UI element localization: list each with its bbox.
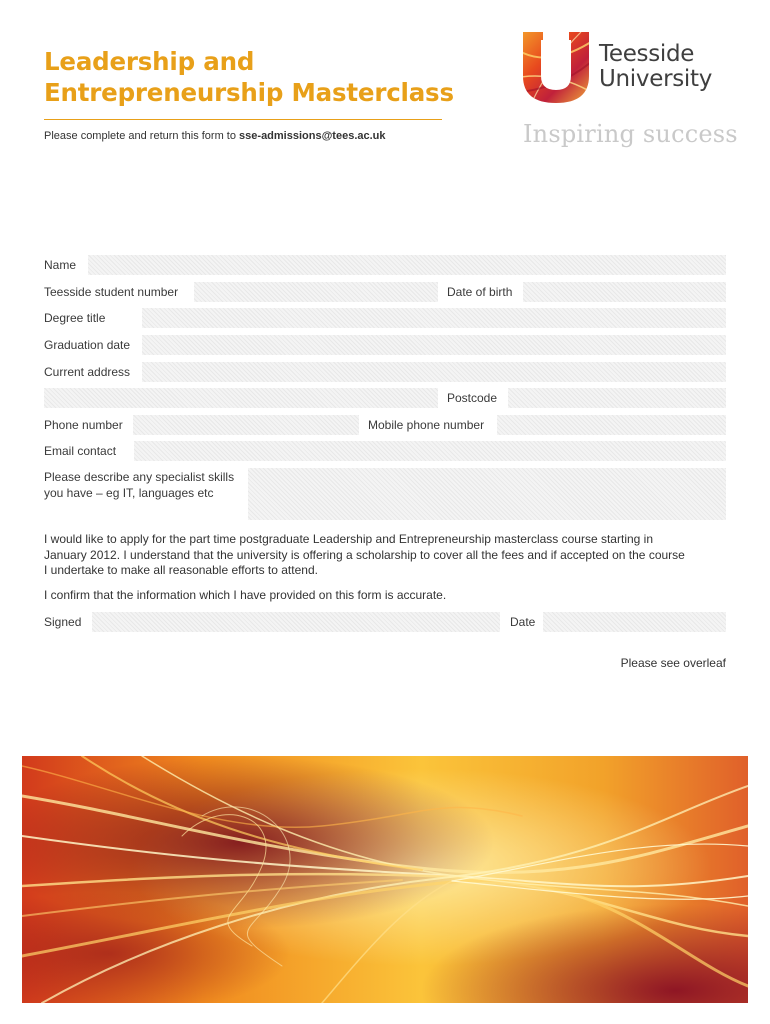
signature-row [44, 612, 726, 632]
university-name-line2: University [599, 66, 713, 92]
student-number-row [44, 282, 726, 302]
graduation-label: Graduation date [44, 338, 131, 352]
degree-label: Degree title [44, 311, 106, 325]
email-label: Email contact [44, 444, 117, 458]
mobile-label: Mobile phone number [368, 418, 485, 432]
dob-label: Date of birth [447, 285, 513, 299]
student-number-label: Teesside student number [44, 285, 179, 299]
signature-field[interactable] [92, 612, 500, 632]
light-trails-image [22, 756, 748, 1003]
postcode-field[interactable] [508, 388, 726, 408]
light-trails-banner [22, 756, 748, 1003]
university-name-line1: Teesside [599, 41, 695, 67]
form-title-line1: Leadership and [44, 47, 255, 76]
u-flame-logo-icon [521, 32, 591, 104]
skills-label-line1: Please describe any specialist skills [44, 470, 235, 484]
name-label: Name [44, 258, 77, 272]
address-label: Current address [44, 365, 131, 379]
university-name [599, 42, 712, 92]
application-statement-line1: I would like to apply for the part time postgraduate Leadership and Entrepreneurship masterclass course starting in [44, 532, 653, 546]
date-field[interactable] [543, 612, 726, 632]
phone-label: Phone number [44, 418, 123, 432]
see-overleaf-note: Please see overleaf [620, 656, 726, 670]
signed-label: Signed [44, 615, 82, 629]
graduation-row [44, 335, 726, 355]
skills-label [44, 470, 234, 501]
phone-field[interactable] [133, 415, 359, 435]
student-number-field[interactable] [194, 282, 438, 302]
graduation-field[interactable] [142, 335, 726, 355]
name-row [44, 255, 726, 275]
form-title [44, 46, 464, 108]
postcode-label: Postcode [447, 391, 498, 405]
tagline: Inspiring success [523, 120, 738, 148]
address-field-line2[interactable] [44, 388, 438, 408]
name-field[interactable] [88, 255, 726, 275]
confirmation-statement: I confirm that the information which I have provided on this form is accurate. [44, 588, 447, 602]
skills-field[interactable] [248, 468, 726, 520]
form-title-line2: Entrepreneurship Masterclass [44, 78, 454, 107]
mobile-field[interactable] [497, 415, 726, 435]
instruction-text: Please complete and return this form to [44, 130, 240, 142]
degree-field[interactable] [142, 308, 726, 328]
return-instruction [44, 130, 386, 142]
degree-row [44, 308, 726, 328]
email-row [44, 441, 726, 461]
admissions-email[interactable]: sse-admissions@tees.ac.uk [239, 130, 386, 142]
address-row [44, 362, 726, 382]
postcode-row [44, 388, 726, 408]
dob-field[interactable] [523, 282, 726, 302]
title-divider [44, 119, 442, 120]
application-statement-line2: January 2012. I understand that the university is offering a scholarship to cover all the fees and if accepted on the course [44, 547, 685, 562]
skills-label-line2: you have – eg IT, languages etc [44, 485, 214, 500]
university-logo [521, 32, 738, 152]
application-statement [44, 532, 734, 579]
phone-row [44, 415, 726, 435]
email-field[interactable] [134, 441, 726, 461]
application-statement-line3: I undertake to make all reasonable efforts to attend. [44, 563, 318, 577]
date-label: Date [510, 615, 536, 629]
address-field[interactable] [142, 362, 726, 382]
